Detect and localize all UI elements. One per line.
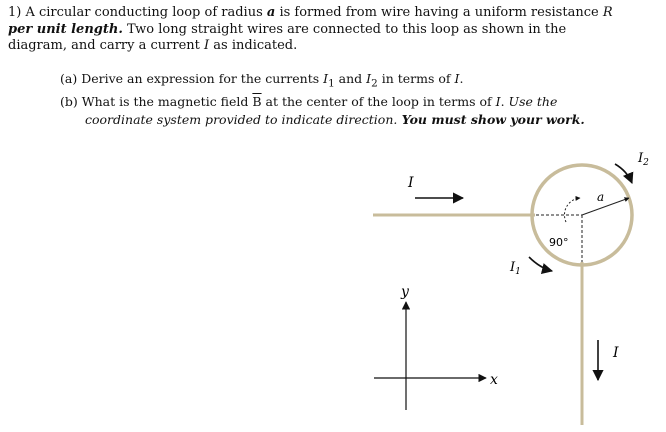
radius-arrow xyxy=(582,198,629,215)
current-label-right: I xyxy=(613,345,619,361)
part-a: (a) Derive an expression for the currents $I_1$ and $I_2$ in terms of I. xyxy=(60,71,464,90)
problem-line-3: diagram, and carry a current I as indicated. xyxy=(8,38,298,53)
angle-arc xyxy=(564,198,580,222)
problem-number: 1) xyxy=(8,5,22,20)
angle-label: 90° xyxy=(549,236,569,249)
current-label-i1: $I_1$ xyxy=(510,260,521,277)
x-axis-label: x xyxy=(490,372,498,388)
vector-b: $\overline{B}$ xyxy=(252,93,262,109)
radius-label: a xyxy=(597,190,605,204)
y-axis-label: y xyxy=(401,284,409,300)
part-b-line-2: coordinate system provided to indicate direction. You must show your work. xyxy=(85,111,585,127)
problem-line-2: per unit length. Two long straight wires are connected to this loop as shown in the xyxy=(8,21,567,37)
current-label-i2: $I_2$ xyxy=(638,151,649,168)
part-b: (b) What is the magnetic field $\overline{B}$ at the center of the loop in terms of I. Use the xyxy=(60,93,558,109)
current-label-top: I xyxy=(408,175,414,191)
current-arrow-i1 xyxy=(529,257,552,271)
problem-line-1: 1) A circular conducting loop of radius a is formed from wire having a uniform resistance R xyxy=(8,5,613,20)
